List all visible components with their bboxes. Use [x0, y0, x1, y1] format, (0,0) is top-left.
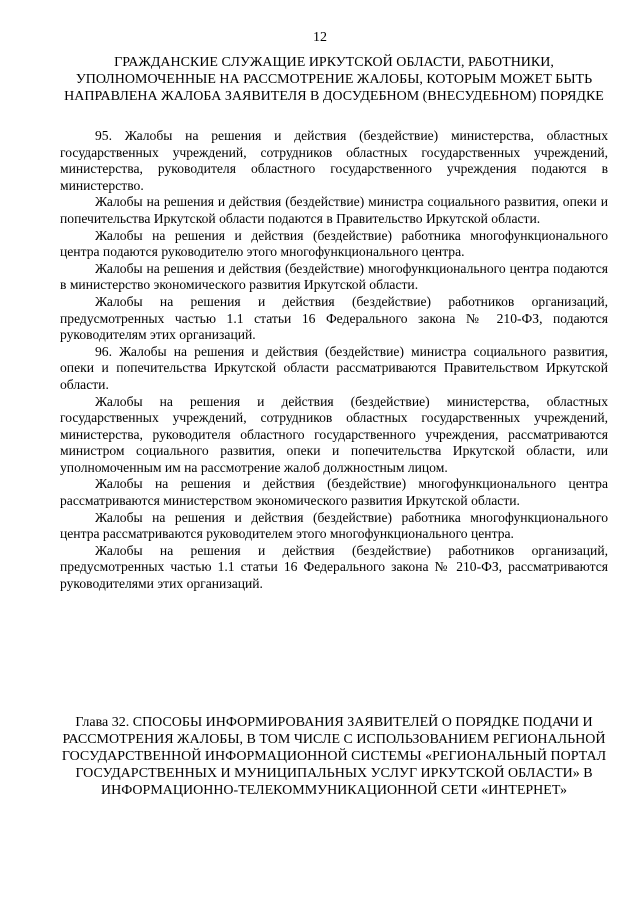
paragraph: Жалобы на решения и действия (бездействие) многофункционального центра рассматриваются министерством экономического развития Иркутской области. — [60, 476, 608, 509]
paragraph: Жалобы на решения и действия (бездействие) работника многофункционального центра рассматриваются руководителем этого многофункционального центра. — [60, 509, 608, 542]
section-heading: ГРАЖДАНСКИЕ СЛУЖАЩИЕ ИРКУТСКОЙ ОБЛАСТИ, РАБОТНИКИ, УПОЛНОМОЧЕННЫЕ НА РАССМОТРЕНИЕ ЖАЛОБЫ, КОТОРЫМ МОЖЕТ БЫТЬ НАПРАВЛЕНА ЖАЛОБА ЗАЯВИТЕЛЯ В ДОСУДЕБНОМ (ВНЕСУДЕБНОМ) ПОРЯДКЕ — [64, 55, 604, 104]
paragraph: Жалобы на решения и действия (бездействие) работников организаций, предусмотренных частью 1.1 статьи 16 Федерального закона № 210-ФЗ, рассматриваются руководителями этих организаций. — [60, 542, 608, 592]
paragraph: Жалобы на решения и действия (бездействие) министерства, областных государственных учреждений, сотрудников областных государственных учреждений, министерства, руководителя областного государственного учреждения, рассматриваются министром социального развития, опеки и попечительства Иркутской области, или уполномоченным им на рассмотрение жалоб должностным лицом. — [60, 393, 608, 475]
page-number: 12 — [313, 30, 327, 45]
paragraph: Жалобы на решения и действия (бездействие) работника многофункционального центра подаются руководителю этого многофункционального центра. — [60, 227, 608, 260]
paragraph: Жалобы на решения и действия (бездействие) министра социального развития, опеки и попечительства Иркутской области подаются в Правительство Иркутской области. — [60, 194, 608, 226]
paragraph-96: 96. Жалобы на решения и действия (бездействие) министра социального развития, опеки и попечительства Иркутской области рассматриваются Правительством Иркутской области. — [60, 343, 608, 392]
document-body — [60, 128, 608, 593]
paragraph: Жалобы на решения и действия (бездействие) многофункционального центра подаются в министерство экономического развития Иркутской области. — [60, 260, 608, 293]
chapter-32-heading: Глава 32. СПОСОБЫ ИНФОРМИРОВАНИЯ ЗАЯВИТЕЛЕЙ О ПОРЯДКЕ ПОДАЧИ И РАССМОТРЕНИЯ ЖАЛОБЫ, В ТОМ ЧИСЛЕ С ИСПОЛЬЗОВАНИЕМ РЕГИОНАЛЬНОЙ ГОСУДАРСТВЕННОЙ ИНФОРМАЦИОННОЙ СИСТЕМЫ «РЕГИОНАЛЬНЫЙ ПОРТАЛ ГОСУДАРСТВЕННЫХ И МУНИЦИПАЛЬНЫХ УСЛУГ ИРКУТСКОЙ ОБЛАСТИ» В ИНФОРМАЦИОННО-ТЕЛЕКОММУНИКАЦИОННОЙ СЕТИ «ИНТЕРНЕТ» — [61, 715, 607, 798]
paragraph-95: 95. Жалобы на решения и действия (бездействие) министерства, областных государственных учреждений, сотрудников областных государственных учреждений, министерства, руководителя областного государственного учреждения подаются в министерство. — [60, 128, 608, 193]
paragraph: Жалобы на решения и действия (бездействие) работников организаций, предусмотренных частью 1.1 статьи 16 Федерального закона № 210-ФЗ, подаются руководителям этих организаций. — [60, 293, 608, 343]
